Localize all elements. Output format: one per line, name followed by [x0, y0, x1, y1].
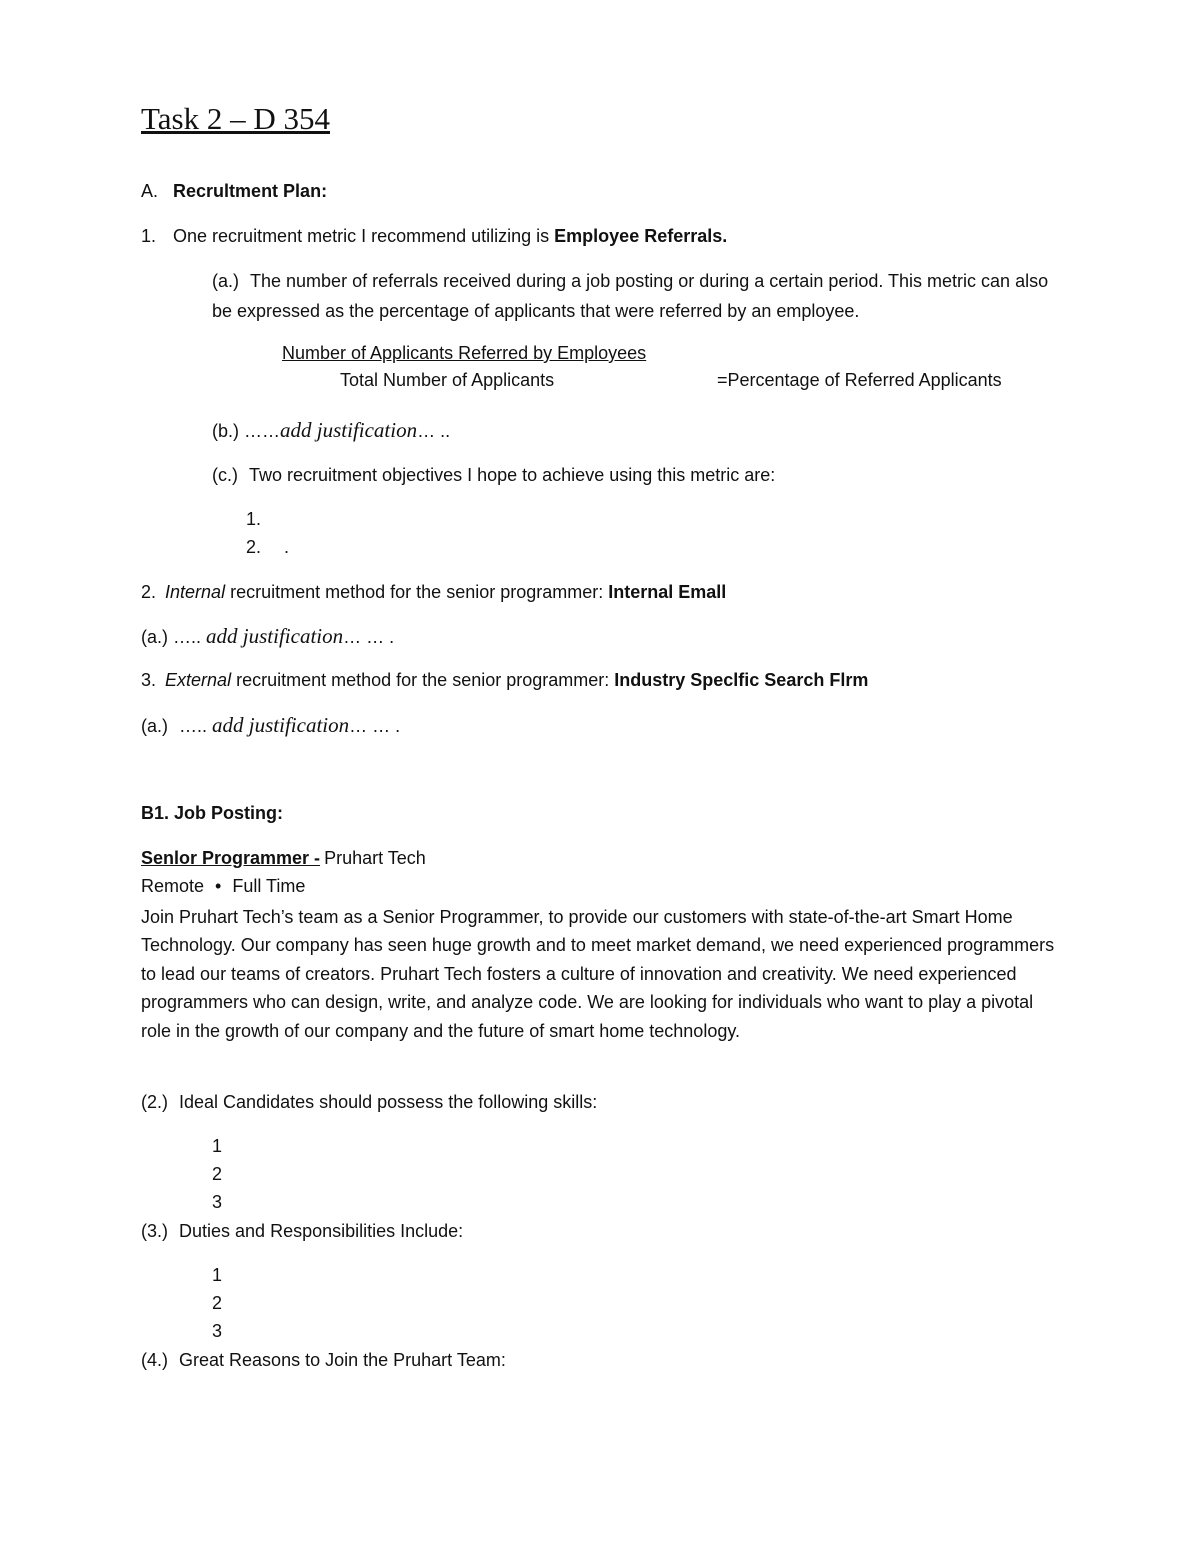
item-3a-justification: add justification	[212, 713, 350, 737]
posting-meta	[141, 876, 305, 898]
duty-3: 3	[212, 1321, 223, 1341]
document-title: Task 2 – D 354	[141, 101, 330, 136]
item-2a	[141, 624, 394, 649]
skill-1: 1	[212, 1136, 223, 1156]
item-3-number: 3.	[141, 670, 157, 690]
item-3-text: recruitment method for the senior programmer:	[236, 670, 610, 690]
item-1a-label: (a.)	[212, 271, 239, 291]
item-2-method: Internal Emall	[608, 582, 727, 602]
objective-1: 1.	[246, 509, 262, 529]
section-a-letter: A.	[141, 181, 159, 201]
skills-text: Ideal Candidates should possess the following skills:	[179, 1092, 598, 1112]
skill-2: 2	[212, 1164, 223, 1184]
posting-description: Join Pruhart Tech’s team as a Senior Programmer, to provide our customers with state-of-the-art Smart Home Technology. Our company has seen huge growth and to meet market demand, we need experienced programmers to lead our teams of creators. Pruhart Tech fosters a culture of innovation and creativity. We need experienced programmers who can design, write, and analyze code. We are looking for individuals who want to play a pivotal role in the growth of our company and the future of smart home technology.	[141, 907, 1055, 1041]
item-1b	[212, 418, 450, 443]
item-1a-paragraph	[212, 267, 1062, 326]
reasons-heading	[141, 1350, 506, 1372]
item-1a-text: The number of referrals received during a job posting or during a certain period. This metric can also be expressed as the percentage of applicants that were referred by an employee.	[212, 271, 1049, 321]
posting-title: Senlor Programmer -	[141, 848, 321, 868]
item-2-italic: Internal	[165, 582, 226, 602]
objective-2-text: .	[284, 537, 290, 557]
item-3a	[141, 713, 400, 738]
item-1b-justification: add justification	[280, 418, 418, 442]
item-3-italic: External	[165, 670, 232, 690]
formula-result: =Percentage of Referred Applicants	[717, 370, 1002, 390]
item-3a-trail: … … .	[349, 716, 401, 736]
duties-text: Duties and Responsibilities Include:	[179, 1221, 464, 1241]
item-1c-text: Two recruitment objectives I hope to achieve using this metric are:	[249, 465, 776, 485]
duties-label: (3.)	[141, 1221, 168, 1241]
duty-1: 1	[212, 1265, 223, 1285]
item-1-text: One recruitment metric I recommend utilizing is	[173, 226, 550, 246]
item-2-number: 2.	[141, 582, 157, 602]
item-1	[141, 226, 727, 248]
section-a-heading	[141, 181, 327, 203]
item-1c	[212, 465, 775, 487]
item-1b-label: (b.)	[212, 421, 239, 441]
item-1b-dots: ……	[244, 421, 281, 441]
item-3a-label: (a.)	[141, 716, 168, 736]
item-1-number: 1.	[141, 226, 157, 246]
item-1c-label: (c.)	[212, 465, 238, 485]
item-3-method: Industry Speclfic Search Flrm	[614, 670, 869, 690]
duties-heading	[141, 1221, 463, 1243]
item-1b-trail: … ..	[417, 421, 451, 441]
posting-bullet: •	[215, 876, 222, 896]
item-2a-label: (a.)	[141, 627, 168, 647]
skills-label: (2.)	[141, 1092, 168, 1112]
item-2a-trail: … … .	[343, 627, 395, 647]
posting-location: Remote	[141, 876, 205, 896]
item-2a-justification: add justification	[206, 624, 344, 648]
posting-header	[141, 848, 426, 870]
skill-3: 3	[212, 1192, 223, 1212]
item-1-metric: Employee Referrals.	[554, 226, 728, 246]
reasons-label: (4.)	[141, 1350, 168, 1370]
duty-2: 2	[212, 1293, 223, 1313]
item-3	[141, 670, 868, 692]
posting-company: Pruhart Tech	[324, 848, 426, 868]
item-2a-dots: …..	[173, 627, 202, 647]
reasons-text: Great Reasons to Join the Pruhart Team:	[179, 1350, 506, 1370]
item-3a-dots: …..	[179, 716, 208, 736]
posting-type: Full Time	[232, 876, 306, 896]
section-b1-heading: B1. Job Posting:	[141, 803, 284, 823]
formula-numerator: Number of Applicants Referred by Employees	[282, 343, 647, 363]
section-a-title: Recrultment Plan:	[173, 181, 328, 201]
skills-heading	[141, 1092, 597, 1114]
objective-2: 2.	[246, 537, 262, 557]
item-2	[141, 582, 726, 604]
formula-denominator: Total Number of Applicants	[340, 370, 555, 390]
item-2-text: recruitment method for the senior programmer:	[230, 582, 604, 602]
